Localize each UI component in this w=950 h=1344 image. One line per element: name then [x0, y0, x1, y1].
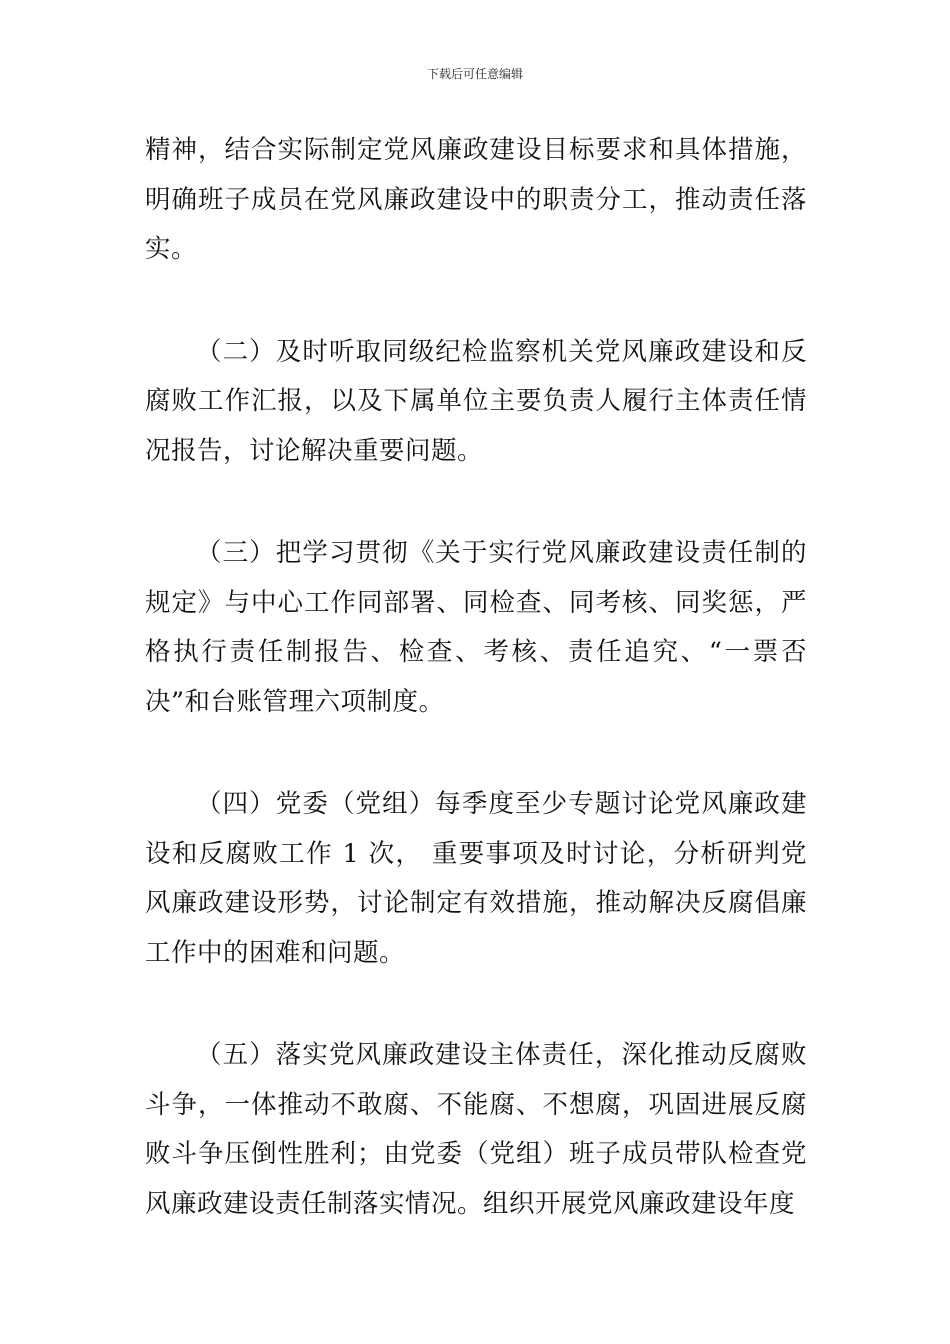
paragraph-item-5: （五）落实党风廉政建设主体责任，深化推动反腐败斗争，一体推动不敢腐、不能腐、不想腐，巩固进展反腐败斗争压倒性胜利；由党委（党组）班子成员带队检查党风廉政建设责任制落实情况。组织开展党风廉政建设年度: [145, 1040, 807, 1219]
page-header-note: 下载后可任意编辑: [426, 67, 523, 81]
paragraph-gap: [145, 275, 807, 328]
paragraph-gap: [145, 476, 807, 529]
paragraph-item-3: （三）把学习贯彻《关于实行党风廉政建设责任制的规定》与中心工作同部署、同检查、同考核、同奖惩，严格执行责任制报告、检查、考核、责任追究、“一票否决”和台账管理六项制度。: [145, 538, 807, 717]
paragraph-gap: [145, 978, 807, 1031]
paragraph-gap: [145, 727, 807, 780]
document-body: [145, 126, 807, 1229]
paragraph-item-2: （二）及时听取同级纪检监察机关党风廉政建设和反腐败工作汇报，以及下属单位主要负责人履行主体责任情况报告，讨论解决重要问题。: [145, 336, 807, 466]
paragraph-continuation: 精神，结合实际制定党风廉政建设目标要求和具体措施，明确班子成员在党风廉政建设中的职责分工，推动责任落实。: [145, 135, 807, 264]
paragraph-item-4: （四）党委（党组）每季度至少专题讨论党风廉政建设和反腐败工作 1 次， 重要事项及时讨论，分析研判党风廉政建设形势，讨论制定有效措施，推动解决反腐倡廉工作中的困难和问题。: [145, 789, 807, 968]
